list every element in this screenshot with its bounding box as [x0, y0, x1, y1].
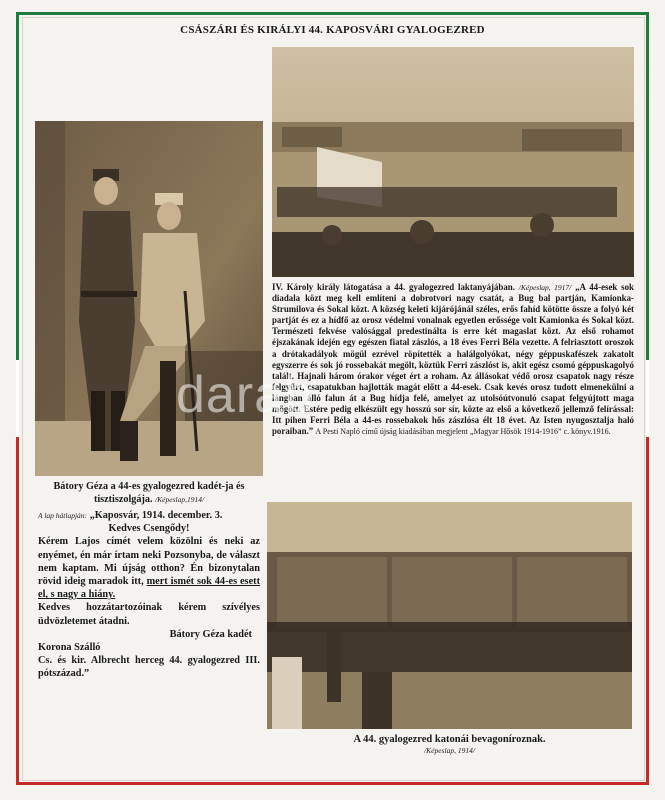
letter-place: Korona Szálló [38, 642, 101, 654]
letter-date: „Kaposvár, 1914. december. 3. [89, 510, 223, 521]
letter-body-b: Kedves hozzátartozóinak kérem szívélyes üdvözletemet átadni. [38, 602, 260, 627]
king-visit-quote-source-a: A Pesti Napló című újság kiadásában megjelent [315, 427, 468, 437]
king-visit-caption-title: IV. Károly király látogatása a 44. gyalogezred laktanyájában. [272, 282, 515, 292]
portrait-caption [38, 480, 260, 506]
letter-body-underlined: mert ismét sok 44-es esett el, s nagy a hiány. [38, 576, 260, 601]
page-title: CSÁSZÁRI ÉS KIRÁLYI 44. KAPOSVÁRI GYALOGEZRED [180, 24, 485, 36]
letter-signature: Bátory Géza kadét [169, 628, 252, 640]
portrait-caption-source: /Képeslap,1914/ [155, 495, 205, 504]
border-red-bottom [16, 782, 649, 785]
train-photo [267, 502, 632, 729]
letter-greeting: Kedves Csengődy! [108, 523, 190, 535]
train-caption-title: A 44. gyalogezred katonái bevagoníroznak. [353, 734, 546, 745]
portrait-caption-text: Bátory Géza a 44-es gyalogezred kadét-ja és tisztiszolgája. [53, 481, 245, 505]
border-green-left [16, 12, 19, 785]
letter-prefix: A lap hátlapján: [38, 511, 88, 520]
portrait-photo [35, 121, 263, 476]
king-visit-caption [272, 282, 634, 437]
king-visit-quote-source-b: „Magyar Hősök 1914-1916” c. könyv.1916. [470, 427, 611, 437]
letter-body-a: Kérem Lajos címét velem közölni és neki az enyémet, én már írtam neki Pozsonyba, de választ nem kaptam. Mi újság otthon? Én bizonytalan rövid ideig maradok itt, [38, 536, 260, 588]
king-visit-photo [272, 47, 634, 277]
letter-transcript [38, 509, 260, 681]
letter-unit: Cs. és kir. Albrecht herceg 44. gyalogezred III. pótszázad.” [38, 655, 260, 680]
king-visit-caption-source: /Képeslap, 1917/ [518, 283, 572, 292]
border-green-top [16, 12, 649, 15]
border-green-right [646, 12, 649, 785]
train-caption [267, 734, 632, 755]
train-caption-source: /Képeslap, 1914/ [424, 746, 475, 755]
king-visit-quote: „A 44-esek sok diadala közt meg kell említeni a dobrotvori nagy csatát, a Bug bal partján, Kamionka-Strumilova és Sokal közt. A község keleti kijárójánál széles, erős fahíd kötötte össze a folyó két partját és ez a hídfő az orosz védelmi vonalnak egyetlen erőssége volt Kamionka és Sokal közt. Természeti fekvése valósággal predestinálta is erre két magaslat közt. Az első rohamot éjszakának idején egy egészen fiatal zászlós, a 18 éves Ferri Béla vezette. A felriasztott oroszok a drótakadályok mögül ezrével röpítették a halálgolyókat, négy géppuskafészek zakatolt egyszerre és sok jó rossebakát megölt, köztük Ferri zászlóst is, akit egész csomó géppuskagolyó talált. Hajnali három órakor véget ért a roham. Az állásokat védő orosz csapatok nagy része felgyűrt, csapatukban hajlották magát előtt a 44-esek. Csak kevés orosz tudott elmenekülni a lángban álló falun át a Bug hídja felé, amelyet az utolsóútvonuló csapat felgyújtott maga mögött. Estére pedig elkészült egy hosszú sor sír, közte az első a következő jellemző felírással: Itt pihen Ferri Béla a 44-es rossebakok hős zászlósa élt 18 évet. Az Isten nyugosztalja haló poraiban.” [272, 282, 634, 437]
watermark-text: darab [176, 366, 314, 424]
